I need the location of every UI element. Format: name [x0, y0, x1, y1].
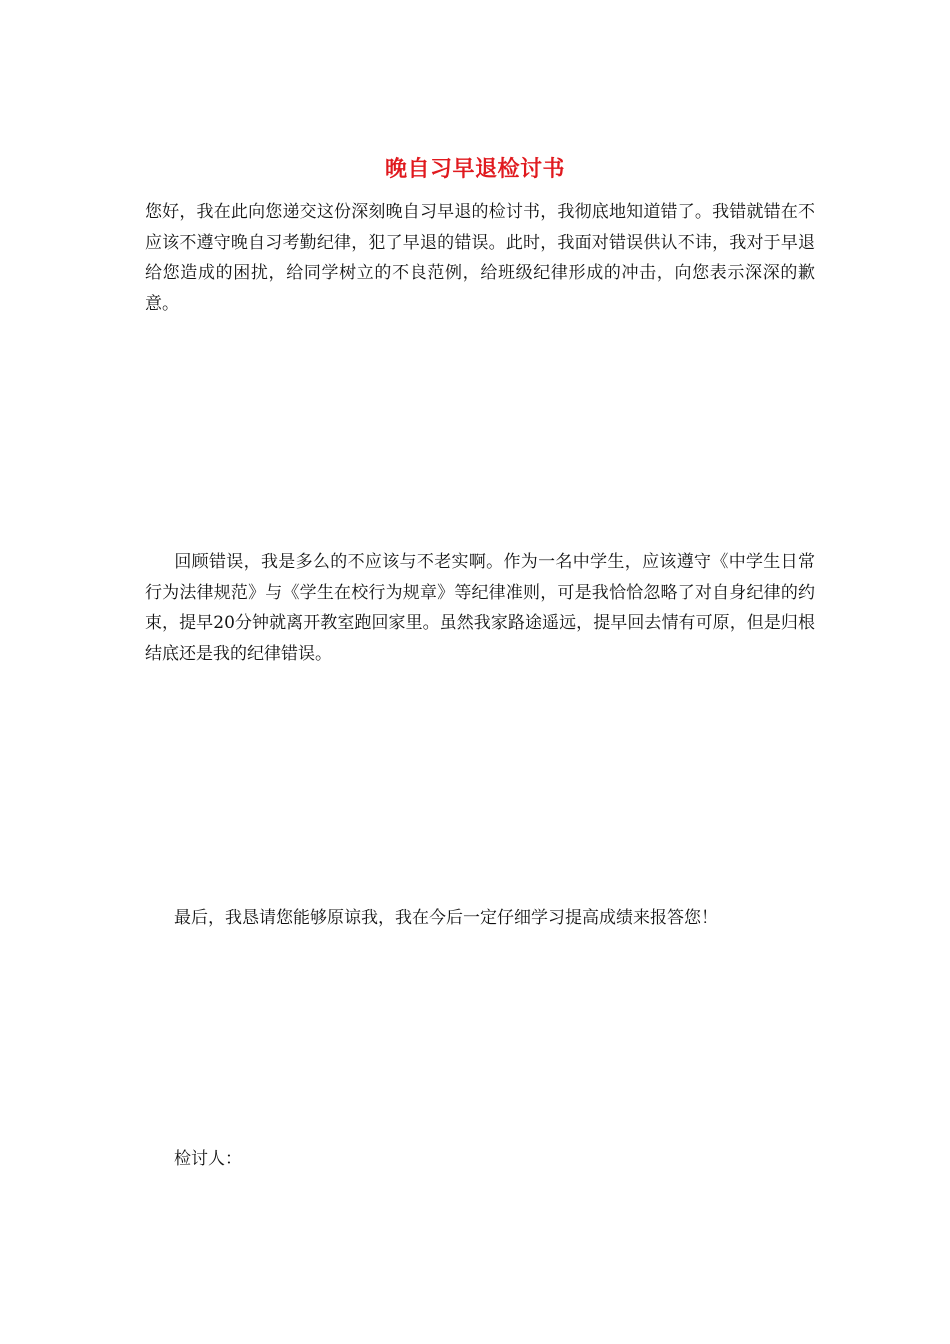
paragraph-text: 您好，我在此向您递交这份深刻晚自习早退的检讨书，我彻底地知道错了。我错就错在不应该不遵守晚自习考勤纪律，犯了早退的错误。此时，我面对错误供认不讳，我对于早退给您造成的困扰，给同学树立的不良范例，给班级纪律形成的冲击，向您表示深深的歉意。	[145, 202, 815, 314]
document-title: 晚自习早退检讨书	[384, 156, 565, 182]
paragraph-text: 回顾错误，我是多么的不应该与不老实啊。作为一名中学生，应该遵守《中学生日常行为法律规范》与《学生在校行为规章》等纪律准则，可是我恰恰忽略了对自身纪律的约束，提早20分钟就离开教室跑回家里。虽然我家路途遥远，提早回去情有可原，但是归根结底还是我的纪律错误。	[145, 552, 815, 664]
paragraph-review	[145, 547, 815, 669]
paragraph-closing	[145, 903, 815, 934]
signature-label: 检讨人：	[174, 1149, 242, 1169]
paragraph-greeting	[145, 197, 815, 319]
paragraph-text: 最后，我恳请您能够原谅我，我在今后一定仔细学习提高成绩来报答您！	[174, 908, 718, 928]
signature-line	[145, 1144, 815, 1175]
